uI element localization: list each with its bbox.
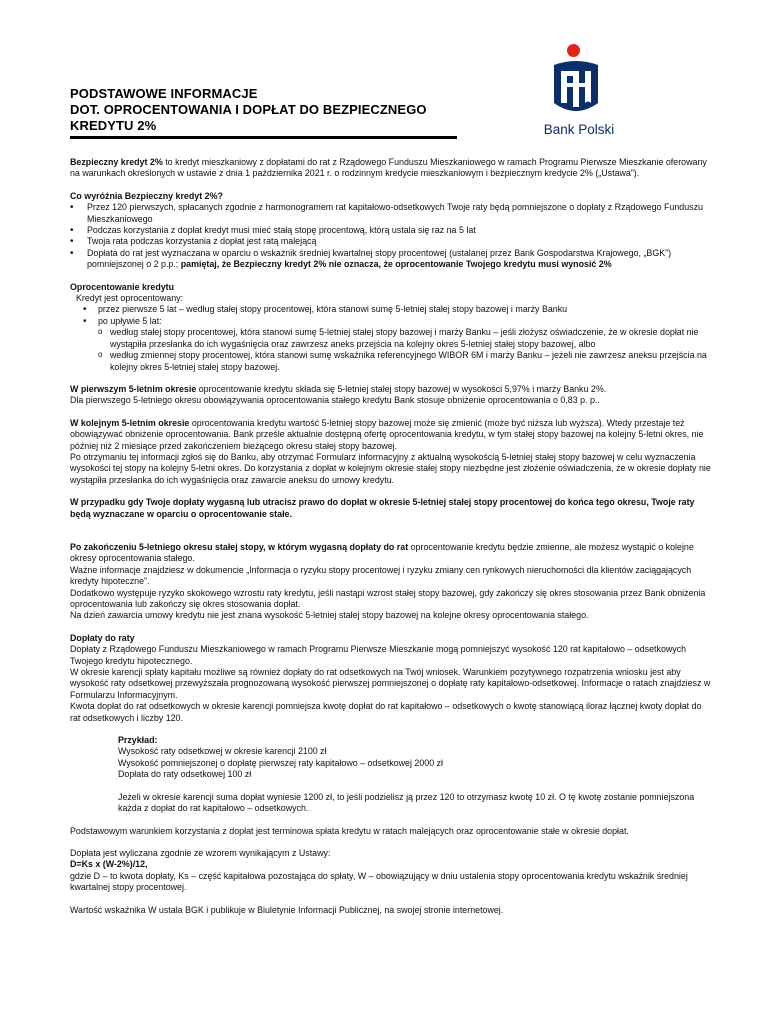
basic-condition: Podstawowym warunkiem korzystania z dopłat jest terminowa spłata kredytu w ratach malejących oraz oprocentowanie stałe w okresie dopłat. <box>70 825 629 836</box>
after-fixed-bold: Po zakończeniu 5-letniego okresu stałej stopy, w którym wygasną dopłaty do rat <box>70 541 409 552</box>
subsidy-heading: Dopłaty do raty <box>70 632 135 643</box>
features-heading: Co wyróżnia Bezpieczny kredyt 2%? <box>70 190 223 201</box>
first-period-line2: Dla pierwszego 5-letniego okresu obowiązywania oprocentowania stałego kredytu Bank stosuje obniżenie oprocentowania o 0,83 p. p.. <box>70 395 600 406</box>
first-period-text: oprocentowanie kredytu składa się 5-letniej stałej stopy bazowej w wysokości 5,97% i marży Banku 2%. <box>196 383 607 394</box>
next-period-line2: Po otrzymaniu tej informacji zgłoś się do Banku, aby otrzymać Formularz informacyjny z aktualną wysokością 5-letniej stałej stopy bazowej w celu wyznaczenia wysokości tej stopy na kolejny 5-letni okres. Do korzystania z dopłat w kolejnym okresie stałej stopy niezbędne jest złożenie oświadczenia, że w okresie dopłaty nie wystąpiła przesłanka do ich wygaśnięcia oraz zawarcie aneksu do umowy kredytu. <box>70 451 711 485</box>
interest-first-period: • przez pierwsze 5 lat – według stałej stopy procentowej, która stanowi sumę 5-letniej stałej stopy bazowej i marży Banku <box>70 304 712 315</box>
example-line: Dopłata do raty odsetkowej 100 zł <box>118 769 252 780</box>
next-period-bold: W kolejnym 5-letnim okresie <box>70 417 190 428</box>
example-label: Przykład: <box>118 735 158 746</box>
formula-explanation: gdzie D – to kwota dopłaty, Ks – część kapitałowa pozostająca do spłaty, W – obowiązujący w dniu ustalenia stopy oprocentowania kredytu wskaźnik średniej kwartalnej stopy procentowej. <box>70 870 688 893</box>
title-line: DOT. OPROCENTOWANIA I DOPŁAT DO BEZPIECZNEGO <box>70 102 427 117</box>
pko-bank-logo <box>533 44 623 144</box>
formula: D=Ks x (W-2%)/12, <box>70 859 148 870</box>
interest-heading: Oprocentowanie kredytu <box>70 281 175 292</box>
bank-name: Bank Polski <box>543 122 615 137</box>
footer-note: Wartość wskaźnika W ustala BGK i publikuje w Biuletynie Informacji Publicznej, na swojej stronie internetowej. <box>70 904 504 915</box>
subsidy-p1: Dopłaty z Rządowego Funduszu Mieszkaniowego w ramach Programu Pierwsze Mieszkanie mogą pomniejszyć wysokość 120 rat kapitałowo – odsetkowych Twojego kredytu hipotecznego. <box>70 644 687 666</box>
example-block <box>70 735 712 814</box>
first-period-paragraph <box>70 384 712 395</box>
example-line: Wysokość raty odsetkowej w okresie karencji 2100 zł <box>118 746 327 757</box>
next-period-paragraph <box>70 418 712 452</box>
after-fixed-line2: Ważne informacje znajdziesz w dokumencie „Informacja o ryzyku stopy procentowej i ryzyku zmiany cen rynkowych nieruchomości dla klientów zaciągających kredyty hipoteczne”. <box>70 564 692 587</box>
intro-text: to kredyt mieszkaniowy z dopłatami do rat z Rządowego Funduszu Mieszkaniowego w ramach Programu Pierwsze Mieszkanie oferowany na warunkach określonych w ustawie z dnia 1 października 2021 r. o rodzinnym kredycie mieszkaniowym i bezpiecznym kredycie 2% („Ustawa”). <box>70 157 707 179</box>
title-line: PODSTAWOWE INFORMACJE <box>70 86 258 101</box>
intro-bold: Bezpieczny kredyt 2% <box>70 157 163 167</box>
warning-paragraph: W przypadku gdy Twoje dopłaty wygasną lub utracisz prawo do dopłat w okresie 5-letniej stałej stopy procentowej do końca tego okresu, Twoje raty będą wyznaczane w oparciu o oprocentowanie stałe. <box>70 497 695 519</box>
formula-intro: Dopłata jest wyliczana zgodnie ze wzorem wynikającym z Ustawy: <box>70 847 331 858</box>
interest-sub-item: o według stałej stopy procentowej, która stanowi sumę 5-letniej stałej stopy bazowej i marży Banku – jeśli złożysz oświadczenie, że w okresie dopłat nie wystąpiła przesłanka do ich wygaśnięcia oraz zawrzesz aneks przejścia na kolejny okres 5-letniej stałej stopy bazowej, albo <box>70 327 712 350</box>
interest-sub-item: o według zmiennej stopy procentowej, która stanowi sumę wskaźnika referencyjnego WIBOR 6M i marży Banku – jeżeli nie zawrzesz aneksu przejścia na kolejny okres 5-letniej stałej stopy bazowej. <box>70 350 712 373</box>
feature-item-text: Dopłata do rat jest wyznaczana w oparciu o wskaźnik średniej kwartalnej stopy procentowej (ustalanej przez Bank Gospodarstwa Krajowego, „BGK”) pomniejszonej o 2 p.p.; <box>87 247 672 270</box>
feature-item: • Podczas korzystania z dopłat kredyt musi mieć stałą stopę procentową, którą ustala się raz na 5 lat <box>70 225 712 236</box>
title-line: KREDYTU 2% <box>70 118 157 133</box>
after-fixed-line4: Na dzień zawarcia umowy kredytu nie jest znana wysokość 5-letniej stałej stopy bazowej na kolejne okresy oprocentowania stałego. <box>70 610 589 621</box>
first-period-bold: W pierwszym 5-letnim okresie <box>70 383 197 394</box>
after-fixed-paragraph <box>70 542 712 565</box>
feature-item-bold: pamiętaj, że Bezpieczny kredyt 2% nie oznacza, że oprocentowanie Twojego kredytu musi wynosić 2% <box>180 259 612 270</box>
intro-paragraph <box>70 157 712 180</box>
subsidy-p2: W okresie karencji spłaty kapitału możliwe są również dopłaty do rat odsetkowych na Twój wniosek. Warunkiem pozytywnego rozpatrzenia wniosku jest aby wysokość raty odsetkowej przewyższała prognozowaną wysokość pierwszej pomniejszonej o dopłatę raty kapitałowo-odsetkowej. Informacje o ratach znajdziesz w Formularzu Informacyjnym. <box>70 667 711 700</box>
after-fixed-text: oprocentowanie kredytu będzie zmienne, ale możesz wystąpić o kolejne okresy oprocentowania stałego. <box>70 541 694 564</box>
pko-logo-icon <box>550 59 602 119</box>
document-body <box>70 157 712 916</box>
interest-intro: Kredyt jest oprocentowany: <box>76 293 184 304</box>
interest-after-label: • po upływie 5 lat: <box>70 316 712 327</box>
next-period-text: oprocentowania kredytu wartość 5-letniej stopy bazowej może się zmienić (może być niższa lub wyższa). Wtedy przestaje też obowiązywać obniżenie oprocentowania. Bank prześle aktualnie dostępną ofertę oprocentowania kredytu, w tym stałej stopy bazowej na kolejny 5-letni okres, nie później niż 2 miesiące przed zakończeniem bieżącego okresu stałej stopy bazowej. <box>70 417 704 451</box>
after-fixed-line3: Dodatkowo występuje ryzyko skokowego wzrostu raty kredytu, jeśli nastąpi wzrost stałej stopy bazowej, gdy zakończy się okres stosowania przez Bank obniżenia oprocentowania lub zakończy się okres stosowania dopłat. <box>70 587 706 609</box>
document-title <box>70 86 450 134</box>
feature-item: • Twoja rata podczas korzystania z dopłat jest ratą malejącą <box>70 236 712 247</box>
feature-item <box>70 248 712 271</box>
logo-red-dot <box>567 44 580 57</box>
example-note: Jeżeli w okresie karencji suma dopłat wyniesie 1200 zł, to jeśli podzielisz ją przez 120 to otrzymasz kwotę 10 zł. O tę kwotę zostanie pomniejszona każda z dopłat do rat kapitałowo – odsetkowych. <box>118 791 695 814</box>
subsidy-p3: Kwota dopłat do rat odsetkowych w okresie karencji pomniejsza kwotę dopłat do rat kapitałowo – odsetkowych o kwotę stanowiącą iloraz łącznej kwoty dopłat do rat odsetkowych i liczby 120. <box>70 701 702 723</box>
example-line: Wysokość pomniejszonej o dopłatę pierwszej raty kapitałowo – odsetkowej 2000 zł <box>118 757 444 768</box>
title-divider <box>70 136 457 139</box>
feature-item: • Przez 120 pierwszych, spłacanych zgodnie z harmonogramem rat kapitałowo-odsetkowych Twoje raty będą pomniejszone o dopłaty z Rządowego Funduszu Mieszkaniowego <box>70 202 712 225</box>
